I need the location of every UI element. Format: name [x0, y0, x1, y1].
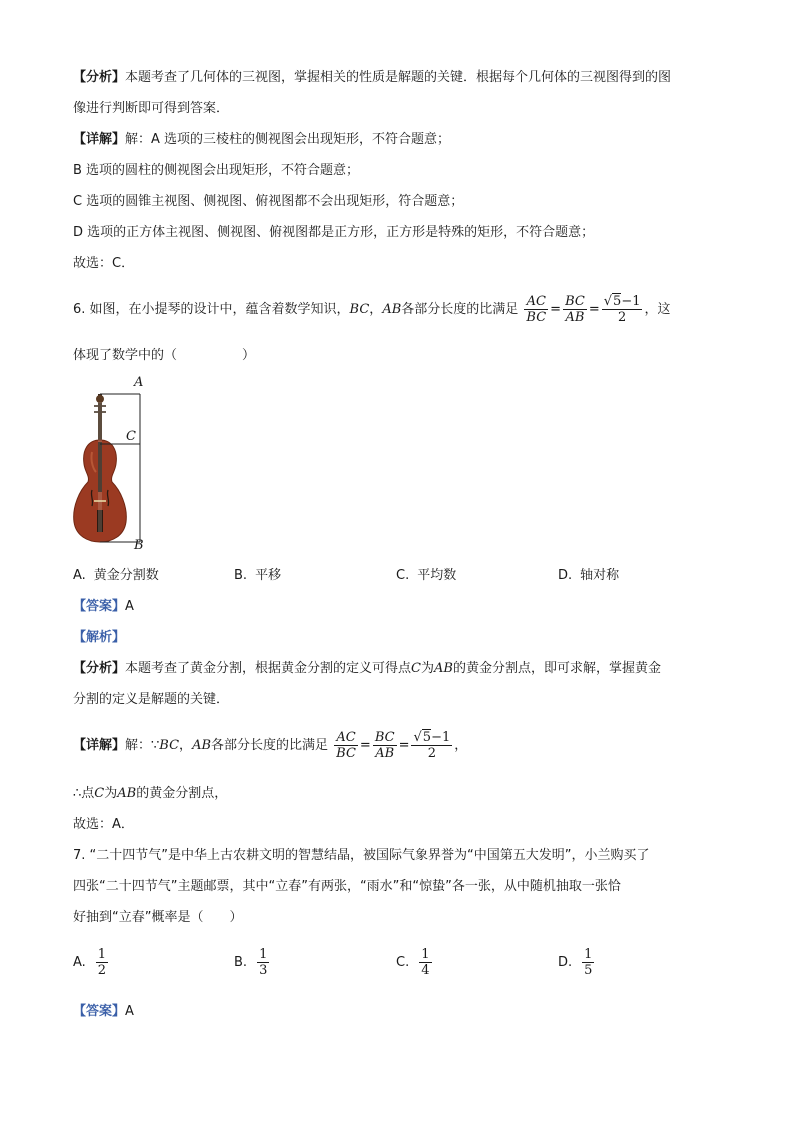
therefore-text: 的黄金分割点，	[136, 786, 228, 801]
q6-therefore	[73, 784, 227, 804]
frac-num: BC	[565, 294, 585, 309]
analysis-tag: 【分析】	[73, 661, 126, 676]
fraction-golden	[411, 730, 452, 761]
label-b: B	[134, 538, 144, 553]
fraction-bc-ab	[373, 730, 397, 761]
frac-num-rest: −1	[621, 294, 641, 309]
frac-den: 4	[421, 963, 430, 978]
detail-5-line-1	[73, 130, 450, 150]
frac-num: AC	[526, 294, 546, 309]
option-label: D.	[558, 955, 573, 970]
sqrt-radicand: 5	[422, 730, 432, 745]
q6-option-b	[234, 566, 281, 586]
answer-value: A	[125, 1004, 134, 1019]
analysis-text: 本题考查了几何体的三视图，掌握相关的性质是解题的关键．根据每个几何体的三视图得到的图	[125, 70, 672, 85]
option-label: C.	[396, 568, 410, 583]
segment-ab: AB	[117, 786, 137, 801]
q6-option-d	[558, 566, 619, 586]
question-6-line-2: 体现了数学中的（ ）	[73, 348, 256, 363]
question-7-line-2: 四张“二十四节气”主题邮票，其中“立春”有两张，“雨水”和“惊蛰”各一张，从中随机抽取一张恰	[73, 879, 621, 894]
frac-num: AC	[336, 730, 356, 745]
analysis-text: 的黄金分割点，即可求解，掌握黄金	[452, 661, 661, 676]
q6-suffix: ，这	[644, 302, 671, 317]
q6-choose: 故选：A．	[73, 817, 134, 832]
frac-den: AB	[563, 309, 587, 325]
equals-sign: =	[398, 738, 410, 753]
q6-answer	[73, 597, 134, 617]
analysis-text: 本题考查了黄金分割，根据黄金分割的定义可得点	[125, 661, 412, 676]
q7-option-c	[396, 947, 434, 978]
frac-den: AB	[373, 745, 397, 761]
detail-text: 解：∵	[125, 738, 160, 753]
frac-num: 1	[584, 947, 593, 962]
frac-den: 2	[602, 309, 643, 325]
question-7-line-1: 7. “二十四节气”是中华上古农耕文明的智慧结晶，被国际气象界誉为“中国第五大发明”，小兰购买了	[73, 848, 650, 863]
option-fraction	[257, 947, 269, 978]
equals-sign: =	[550, 302, 562, 317]
detail-5-line-5: 故选：C．	[73, 256, 135, 271]
frac-num	[602, 294, 643, 309]
violin-image	[70, 372, 160, 557]
segment-ab: AB	[192, 738, 212, 753]
option-label: B.	[234, 568, 248, 583]
detail-5-line-2: B 选项的圆柱的侧视图会出现矩形，不符合题意；	[73, 163, 360, 178]
frac-num: 1	[259, 947, 268, 962]
frac-num	[411, 730, 452, 745]
frac-num-rest: −1	[431, 730, 451, 745]
detail-tag: 【详解】	[73, 132, 126, 147]
therefore-text: ∴点	[73, 786, 95, 801]
sqrt-radicand: 5	[613, 294, 622, 309]
q6-analysis-line-1	[73, 659, 661, 679]
option-text: 轴对称	[580, 568, 620, 583]
segment-ab: AB	[434, 661, 453, 676]
frac-den: BC	[526, 310, 547, 325]
label-c: C	[126, 429, 136, 444]
detail-suffix: ，	[454, 738, 468, 753]
option-fraction	[96, 947, 108, 978]
frac-num: BC	[374, 730, 395, 745]
frac-den: BC	[336, 746, 356, 761]
q6-ab: AB	[382, 302, 402, 317]
jiexi-tag: 【解析】	[73, 630, 126, 645]
equals-sign: =	[359, 738, 371, 753]
q6-detail-line-1	[73, 728, 467, 764]
point-c: C	[94, 786, 105, 801]
option-label: D.	[558, 568, 573, 583]
frac-den: 5	[584, 963, 593, 978]
fraction-golden	[602, 294, 643, 325]
q7-option-a	[73, 947, 110, 978]
sqrt-icon: √	[413, 730, 422, 745]
fraction-ac-bc	[334, 730, 358, 761]
label-a: A	[134, 375, 144, 390]
q7-answer	[73, 1002, 134, 1022]
question-6-line-1	[73, 292, 671, 328]
therefore-text: 为	[104, 786, 118, 801]
fraction-ac-bc	[524, 294, 548, 325]
detail-sep: ，	[179, 738, 193, 753]
option-fraction	[419, 947, 431, 978]
analysis-text: 为	[420, 661, 434, 676]
frac-num: 1	[421, 947, 430, 962]
segment-bc: BC	[159, 738, 180, 753]
option-text: 黄金分割数	[93, 568, 159, 583]
violin-figure	[70, 372, 160, 557]
option-text: 平均数	[417, 568, 457, 583]
q6-bc: BC	[349, 302, 370, 317]
option-label: C.	[396, 955, 410, 970]
q7-option-d	[558, 947, 596, 978]
option-label: A.	[73, 568, 86, 583]
question-7-line-3: 好抽到“立春”概率是（ ）	[73, 910, 243, 925]
analysis-tag: 【分析】	[73, 70, 126, 85]
analysis-5-line-2: 像进行判断即可得到答案．	[73, 101, 230, 116]
option-label: B.	[234, 955, 248, 970]
frac-den: 2	[411, 745, 452, 761]
q6-option-a	[73, 566, 159, 586]
frac-den: 3	[259, 963, 268, 978]
option-fraction	[582, 947, 594, 978]
detail-5-line-3: C 选项的圆锥主视图、侧视图、俯视图都不会出现矩形，符合题意；	[73, 194, 464, 209]
sqrt-icon: √	[603, 294, 613, 309]
q6-prefix: 6. 如图，在小提琴的设计中，蕴含着数学知识，	[73, 302, 350, 317]
q6-analysis-line-2: 分割的定义是解题的关键．	[73, 692, 230, 707]
answer-value: A	[125, 599, 134, 614]
q7-option-b	[234, 947, 271, 978]
option-label: A.	[73, 955, 86, 970]
detail-text: 各部分长度的比满足	[211, 738, 329, 753]
q6-sep: ，	[369, 302, 383, 317]
q6-option-c	[396, 566, 456, 586]
analysis-5-line-1	[73, 68, 671, 88]
detail-tag: 【详解】	[73, 738, 126, 753]
detail-5-line-4: D 选项的正方体主视图、侧视图、俯视图都是正方形，正方形是特殊的矩形，不符合题意；	[73, 225, 595, 240]
frac-den: 2	[97, 963, 107, 978]
q6-jiexi	[73, 628, 125, 648]
detail-text: 解：A 选项的三棱柱的侧视图会出现矩形，不符合题意；	[125, 132, 451, 147]
answer-tag: 【答案】	[73, 599, 126, 614]
point-c: C	[411, 661, 421, 676]
q6-mid: 各部分长度的比满足	[401, 302, 519, 317]
option-text: 平移	[255, 568, 282, 583]
frac-num: 1	[97, 947, 107, 962]
equals-sign: =	[588, 302, 600, 317]
fraction-bc-ab	[563, 294, 587, 325]
answer-tag: 【答案】	[73, 1004, 126, 1019]
